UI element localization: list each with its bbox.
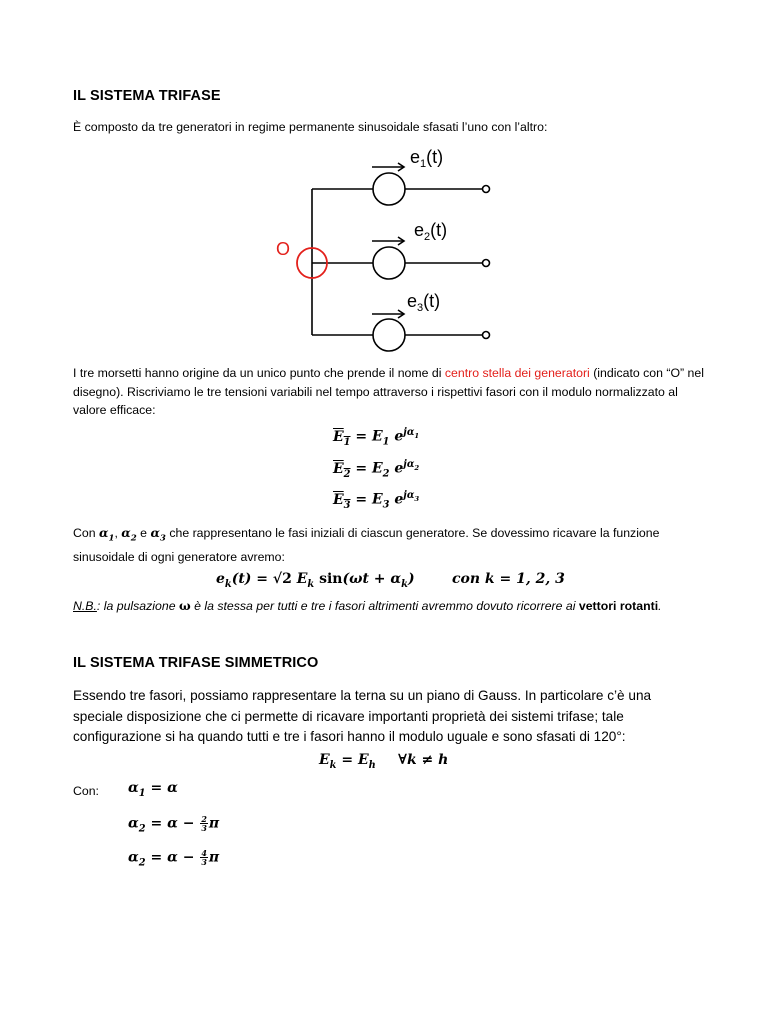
phasor-equation-3: $E_3 = E_3$ $e^{j\alpha_3}$ <box>333 490 420 511</box>
generator-2-symbol <box>373 247 405 279</box>
terminal-1 <box>483 186 490 193</box>
highlight-term: centro stella dei generatori <box>444 366 590 380</box>
section-title-symmetric: IL SISTEMA TRIFASE SIMMETRICO <box>73 655 319 671</box>
arrow-1-head <box>398 163 404 171</box>
label-e3: $e_3(t)$ <box>407 291 441 314</box>
paragraph-phases: Con $\alpha_1$, $\alpha_2$ e $\alpha_3$ che rappresentano le fasi iniziali di ciascun generatore. Se dovessimo ricavare la funzione sinusoidale di ogni generatore avremo: <box>73 525 660 564</box>
condition-alpha-2: $\alpha_2 = \alpha$ − $\frac{2}{3}$ π <box>128 814 220 835</box>
generator-1-symbol <box>373 173 405 205</box>
symmetric-paragraph: Essendo tre fasori, possiamo rappresentare la terna su un piano di Gauss. In particolare c’è una speciale disposizione che ci permette di ricavare importanti proprietà dei sistemi trifase; tale configurazione si ha quando tutti e tre i fasori hanno il modulo uguale e sono sfasati di 120°: <box>73 688 652 744</box>
diagram-lines <box>312 163 490 351</box>
generator-3-symbol <box>373 319 405 351</box>
symmetry-equation: $E_k = E_h$ <box>319 752 376 771</box>
label-e2: $e_2(t)$ <box>414 220 448 243</box>
origin-label: O <box>276 239 291 259</box>
conditions-label: Con: <box>73 784 99 798</box>
sinusoidal-formula: $e_k(t) = √2$ $E_k$ $\sin(\omega t + \alpha_k)$ <box>216 571 415 590</box>
section-title: IL SISTEMA TRIFASE <box>73 88 221 104</box>
index-condition: con k = 1, 2, 3 <box>452 571 565 587</box>
phasor-equation-2: $E_2 = E_2$ $e^{j\alpha_2}$ <box>333 459 420 480</box>
intro-text: È composto da tre generatori in regime permanente sinusoidale sfasati l’uno con l’altro: <box>73 120 548 134</box>
origin-circle <box>297 248 327 278</box>
paragraph-text: I tre morsetti hanno origine da un unico punto che prende il nome di <box>73 366 445 380</box>
phasor-equation-1: $E_1 = E_1$ $e^{j\alpha_1}$ <box>333 427 420 448</box>
paragraph-center-star <box>73 364 713 420</box>
terminal-3 <box>483 332 490 339</box>
label-e1: $e_1(t)$ <box>410 147 444 170</box>
condition-alpha-1: $\alpha_1 = \alpha$ <box>128 780 178 799</box>
paragraph-text-cont: (indicato con “O” nel disegno). Riscriviamo le tre tensioni variabili nel tempo attraverso i rispettivi fasori con il modulo normalizzato al valore efficace: <box>73 366 704 417</box>
arrow-3-head <box>398 310 404 318</box>
nb-note: N.B.: la pulsazione ω è la stessa per tutti e tre i fasori altrimenti avremmo dovuto ricorrere ai vettori rotanti. <box>73 598 662 613</box>
condition-alpha-3: $\alpha_2 = \alpha$ − $\frac{4}{3}$ π <box>128 848 220 869</box>
arrow-2-head <box>398 237 404 245</box>
terminal-2 <box>483 260 490 267</box>
symmetry-condition: ∀k ≠ h <box>398 752 449 768</box>
